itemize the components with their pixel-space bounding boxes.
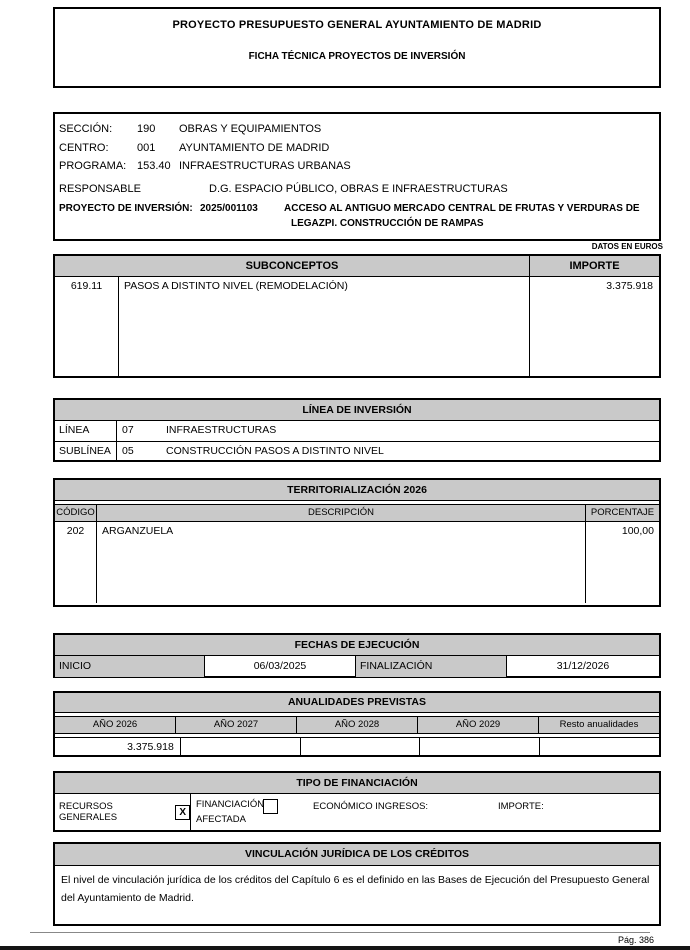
proyecto-label: PROYECTO DE INVERSIÓN: (59, 203, 193, 214)
linea-code: 07 (122, 424, 134, 436)
document-subtitle: FICHA TÉCNICA PROYECTOS DE INVERSIÓN (248, 51, 466, 62)
datos-en-euros-label: DATOS EN EUROS (591, 242, 663, 251)
fechas-header: FECHAS DE EJECUCIÓN (55, 635, 659, 656)
linea-desc: INFRAESTRUCTURAS (166, 424, 277, 436)
anio-2028-value (301, 738, 421, 757)
economico-ingresos-label: ECONÓMICO INGRESOS: (313, 801, 429, 812)
sublinea-code: 05 (122, 445, 134, 457)
resto-anualidades-header: Resto anualidades (559, 719, 639, 730)
anio-2028-header: AÑO 2028 (297, 717, 418, 733)
fechas-row (55, 656, 659, 677)
responsable-row (55, 180, 659, 199)
financiacion-afectada-checkbox (263, 799, 278, 814)
linea-inversion-table (53, 398, 661, 462)
anio-2027-value (181, 738, 301, 757)
anio-2029-header: AÑO 2029 (418, 717, 539, 733)
recursos-generales-cell (55, 794, 191, 830)
financiacion-afectada-label: FINANCIACIÓN AFECTADA (196, 799, 265, 825)
linea-row (55, 421, 659, 442)
subconcepto-importe: 3.375.918 (529, 277, 659, 376)
sublinea-row (55, 442, 659, 462)
page-number: Pág. 386 (617, 935, 654, 945)
title-box (53, 7, 661, 88)
seccion-row (55, 120, 659, 139)
territorializacion-column-header-row (55, 504, 659, 522)
anualidades-values-row (55, 737, 659, 757)
finalizacion-value: 31/12/2026 (556, 660, 610, 672)
proyecto-name (284, 201, 655, 231)
resto-anualidades-value (540, 738, 659, 757)
territorializacion-table (53, 478, 661, 607)
subconcepto-code: 619.11 (55, 277, 119, 376)
vinculacion-header: VINCULACIÓN JURÍDICA DE LOS CRÉDITOS (55, 844, 659, 866)
proyecto-name-line1: ACCESO AL ANTIGUO MERCADO CENTRAL DE FRUTAS Y VERDURAS DE (284, 203, 640, 214)
centro-value: AYUNTAMIENTO DE MADRID (179, 141, 330, 154)
importe-label: IMPORTE: (498, 801, 544, 812)
territorio-codigo: 202 (55, 522, 97, 603)
sublinea-label: SUBLÍNEA (55, 442, 117, 462)
descripcion-column-header: DESCRIPCIÓN (308, 507, 374, 518)
project-info-box (53, 112, 661, 241)
proyecto-name-line2: LEGAZPI. CONSTRUCCIÓN DE RAMPAS (291, 218, 484, 229)
subconceptos-body (55, 277, 659, 376)
anio-2026-header: AÑO 2026 (55, 717, 176, 733)
responsable-label: RESPONSABLE (59, 182, 141, 195)
responsable-value: D.G. ESPACIO PÚBLICO, OBRAS E INFRAESTRUCTURAS (209, 182, 508, 195)
financiacion-afectada-checkbox-cell (263, 794, 313, 830)
programa-row (55, 157, 659, 176)
linea-inversion-header: LÍNEA DE INVERSIÓN (55, 400, 659, 421)
window-bottom-edge (0, 946, 690, 950)
importe-header: IMPORTE (529, 256, 659, 276)
subconceptos-header: SUBCONCEPTOS (245, 260, 339, 272)
anio-2027-header: AÑO 2027 (176, 717, 297, 733)
inicio-label: INICIO (55, 656, 205, 677)
proyecto-code: 2025/001103 (200, 203, 258, 214)
anio-2029-value (420, 738, 540, 757)
sublinea-desc: CONSTRUCCIÓN PASOS A DISTINTO NIVEL (166, 445, 384, 457)
financiacion-row (55, 794, 659, 830)
programa-value: INFRAESTRUCTURAS URBANAS (179, 160, 351, 172)
centro-row (55, 139, 659, 158)
territorializacion-header: TERRITORIALIZACIÓN 2026 (55, 480, 659, 501)
anualidades-header: ANUALIDADES PREVISTAS (55, 693, 659, 713)
linea-label: LÍNEA (55, 421, 117, 441)
vinculacion-box (53, 842, 661, 926)
document-title: PROYECTO PRESUPUESTO GENERAL AYUNTAMIENTO DE MADRID (172, 19, 542, 31)
seccion-value: OBRAS Y EQUIPAMIENTOS (179, 123, 322, 135)
financiacion-header: TIPO DE FINANCIACIÓN (55, 773, 659, 794)
proyecto-row (55, 201, 659, 231)
fechas-table (53, 633, 661, 678)
codigo-column-header: CÓDIGO (55, 505, 97, 521)
inicio-value: 06/03/2025 (205, 656, 356, 677)
footer-rule (30, 932, 650, 933)
programa-code: 153.40 (137, 160, 171, 172)
centro-label: CENTRO: (59, 141, 109, 154)
vinculacion-body: El nivel de vinculación jurídica de los créditos del Capítulo 6 es el definido en las Bases de Ejecución del Presupuesto General del Ayuntamiento de Madrid. (61, 874, 650, 905)
subconceptos-table (53, 254, 661, 378)
porcentaje-column-header: PORCENTAJE (585, 505, 659, 521)
centro-code: 001 (137, 141, 156, 154)
subconcepto-desc: PASOS A DISTINTO NIVEL (REMODELACIÓN) (124, 280, 348, 292)
subconceptos-header-row (55, 256, 659, 277)
financiacion-table (53, 771, 661, 832)
recursos-generales-label: RECURSOS GENERALES (59, 801, 118, 823)
seccion-code: 190 (137, 123, 156, 135)
territorio-desc: ARGANZUELA (102, 525, 174, 537)
territorializacion-body (55, 522, 659, 603)
finalizacion-label: FINALIZACIÓN (356, 656, 507, 677)
programa-label: PROGRAMA: (59, 160, 127, 172)
recursos-generales-checkbox: X (175, 805, 190, 820)
seccion-label: SECCIÓN: (59, 123, 113, 135)
territorio-pct: 100,00 (585, 522, 659, 603)
anio-2026-value: 3.375.918 (55, 738, 181, 757)
anualidades-table (53, 691, 661, 757)
anualidades-column-header-row (55, 716, 659, 734)
